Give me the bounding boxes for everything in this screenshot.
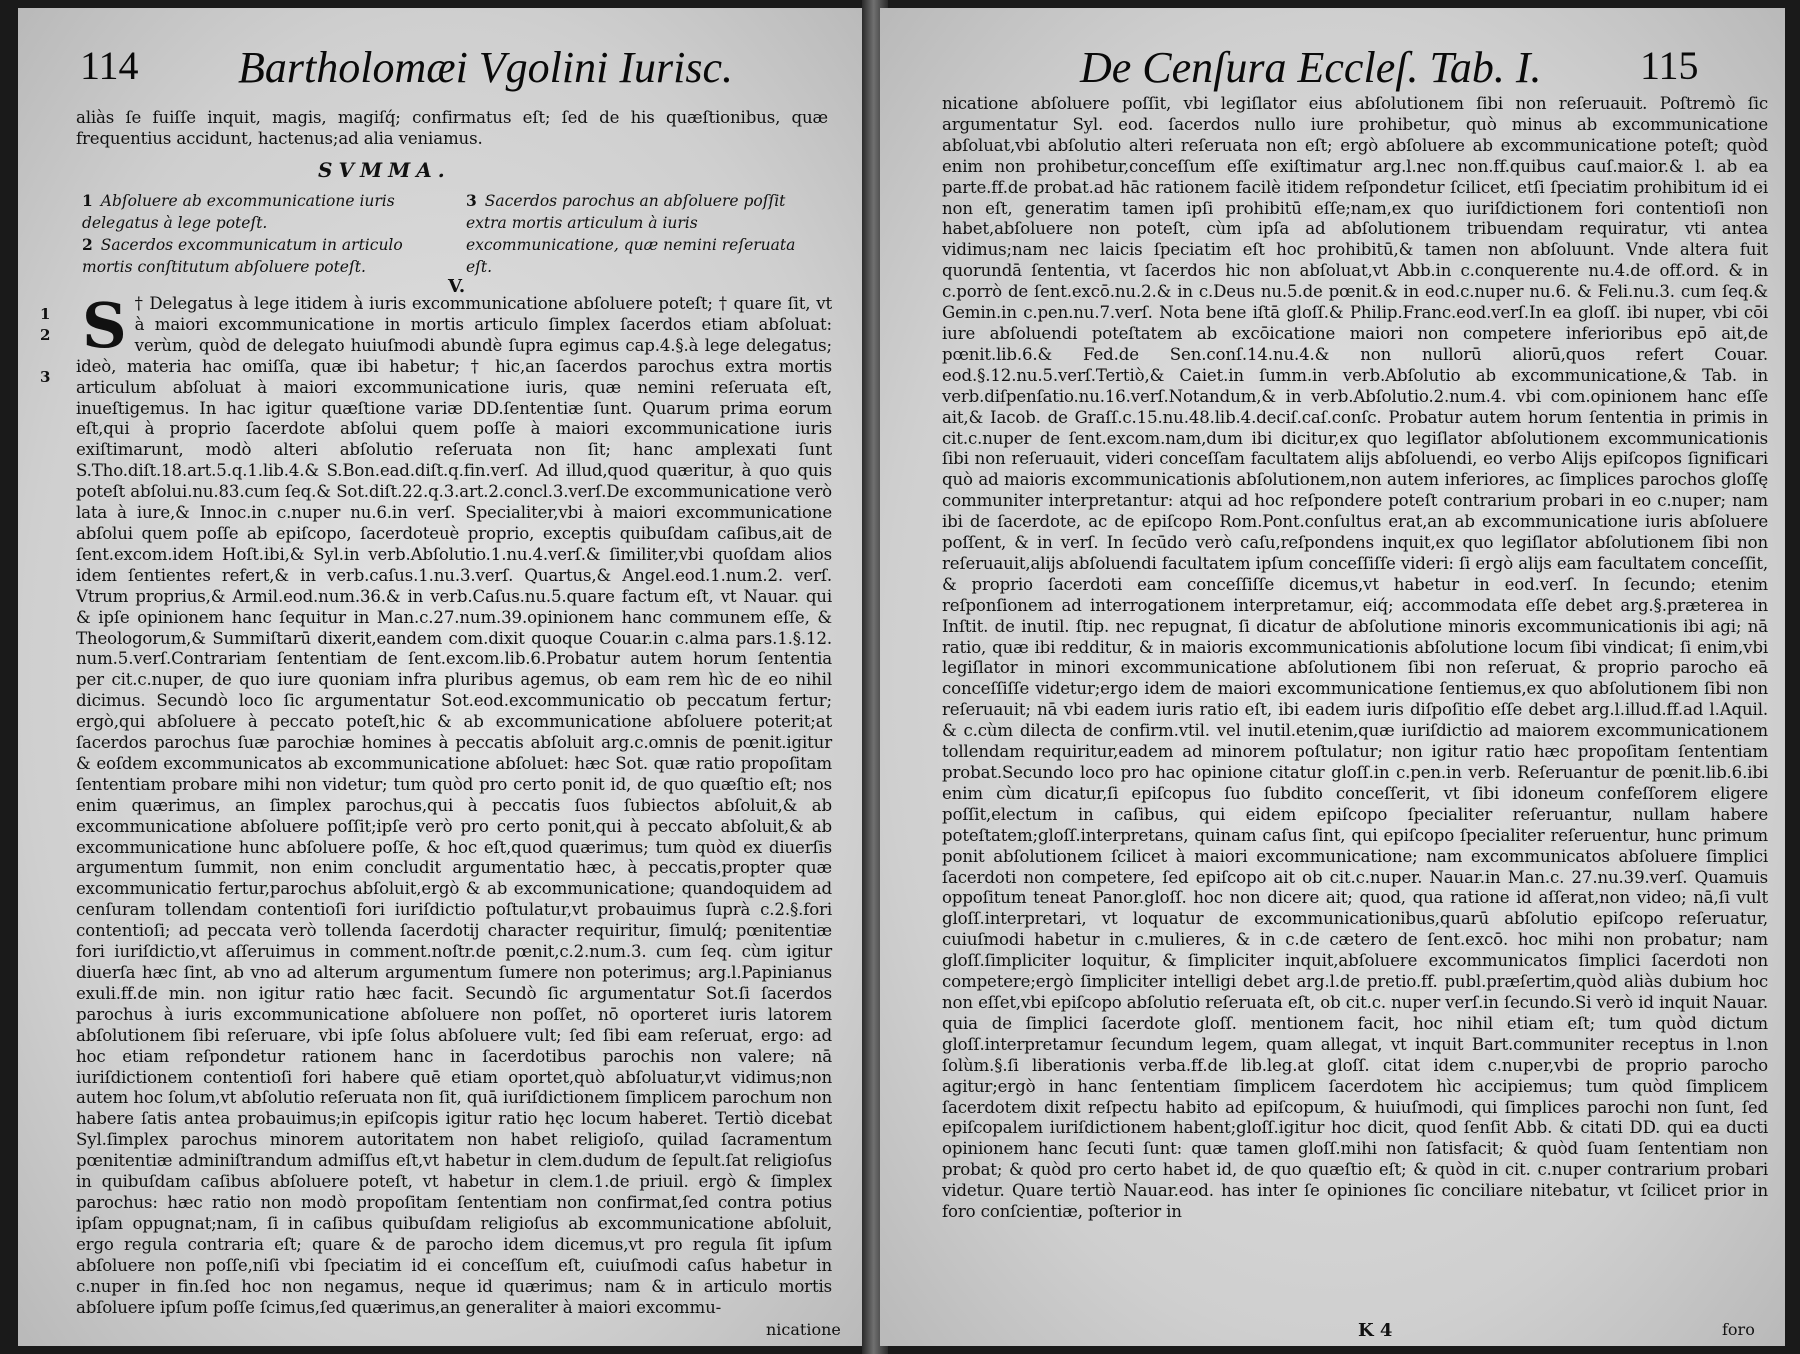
- page-number: 115: [1640, 43, 1699, 88]
- summary-item: 2 Sacerdos excommunicatum in articulo mortis conſtitutum abſoluere poteſt.: [82, 235, 403, 276]
- summary-left-column: [82, 190, 442, 278]
- summary-right-column: [466, 190, 806, 278]
- running-head: Bartholomæi Vgolini Iurisc.: [238, 43, 733, 92]
- summary-item: 3 Sacerdos parochus an abſoluere poſſit extra mortis articulum à iuris excommunicatione, quæ nemini reſeruata eſt.: [466, 191, 796, 276]
- main-paragraph: nicatione abſoluere poſſit, vbi legiſlator eius abſolutionem ſibi non reſeruauit. Poſtremò ſic argumentatur Syl. eod. ſacerdos nullo iure prohibetur, quò minus ab excommunicatione abſoluat,vbi abſolutio alteri reſeruata non eſt; ergò abſoluere ab excommunicatione poteſt; quòd enim non prohibetur,conceſſum eſſe exiſtimatur arg.l.nec non.ff.quibus cauſ.maior.& l. ab ea parte.ff.de probat.ad hāc rationem facilè itidem reſpondetur ſcilicet, etſi ſpeciatim prohibitum id ei non eſt, generatim tamen ipſi prohibitū eſſe;nam,ex quo iuriſdictionem fori contentioſi non habet,abſoluere non poteſt, cùm ipſa ad abſolutionem tribuendam requiratur, vti antea vidimus;nam nec laicis ſpeciatim eſt hoc prohibitū,& tamen non abſoluunt. Vnde altera fuit quorundā ſententia, vt ſacerdos hic non abſoluat,vt Abb.in c.conquerente nu.4.de off.ord. & in c.porrò de ſent.excō.nu.2.& in c.Deus nu.5.de pœnit.& in eod.c.nuper nu.6. & Feli.nu.3. cum ſeq.& Gemin.in c.pen.nu.7.verſ. Nota bene iſtā gloſſ.& Philip.Franc.eod.verſ.In ea gloſſ. ibi nuper, vbi cōi iure abſoluendi poteſtatem ab excōicatione maiori non competere inferioribus epō ait,de pœnit.lib.6.& Fed.de Sen.conſ.14.nu.4.& non nullorū aliorū,quos refert Couar. eod.§.12.nu.5.verſ.Tertiò,& Caiet.in ſumm.in verb.Abſolutio ab excommunicatione,& Tab. in verb.diſpenſatio.nu.16.verſ.Notandum,& in verb.Abſolutio.2.num.4. vbi com.opinionem hanc eſſe ait,& Iacob. de Graſſ.c.15.nu.48.lib.4.deciſ.caſ.conſc. Probatur autem horum ſententia in primis in cit.c.nuper de ſent.excom.nam,dum ibi dicitur,ex quo legiſlator abſolutionem excommunicationis ſibi non reſeruauit, videri conceſſam facultatem alijs abſoluendi, eo verbo Alijs epiſcopos ſignificari quò ad maioris excommunicationis abſolutionem,non autem inferiores, ac ſimplices parochos gloſſę communiter interpretantur: atqui ad hoc reſpondere poteſt contrarium probari in eo c.nuper; nam ibi de ſacerdote, ac de epiſcopo Rom.Pont.conſultus erat,an ab excommunicatione iuris abſoluere poſſent, & in verſ. In ſecūdo verò caſu,reſpondens inquit,ex quo legiſlator abſolutionem ſibi non reſeruauit,alijs abſoluendi facultatem ipſum conceſſiſſe videri: ſi ergò alijs eam facultatem conceſſit, & proprio ſacerdoti eam conceſſiſſe dicemus,vt habetur in eod.verſ. In ſecundo; etenim reſponſionem ad interrogationem interpretamur, eiq́; accommodata eſſe debet arg.§.præterea in Inſtit. de inutil. ſtip. nec repugnat, ſi dicatur de abſolutione minoris excommunicationis ibi agi; nā ratio, quæ ibi redditur, & in maioris excommunicationis abſolutione locum ſibi vindicat; ſi enim,vbi legiſlator in minori excommunicatione abſolutionem ſibi non reſeruat, & proprio parocho eā conceſſiſſe videtur;ergo idem de maiori excommunicatione ſentiemus,ex quo abſolutionem ſibi non reſeruauit; nā vbi eadem iuris ratio eſt, ibi eadem iuris diſpoſitio eſſe debet arg.l.illud.ff.ad l.Aquil. & c.cùm dilecta de confirm.vtil. vel inutil.etenim,quæ iuriſdictio ad maiorem excommunicationem tollendam requiritur,eadem ad minorem poſtulatur; non igitur ratio hæc propoſitam ſententiam probat.Secundo loco pro hac opinione citatur gloſſ.in c.pen.in verb. Reſeruantur de pœnit.lib.6.ibi enim cùm dicatur,ſi epiſcopus ſuo ſubdito conceſſerit, vt ſibi idoneum confeſſorem eligere poſſit,electum in caſibus, qui eidem epiſcopo ſpecialiter reſeruantur, nullam habere poteſtatem;gloſſ.interpretans, quinam caſus ſint, qui epiſcopo ſpecialiter reſeruentur, hunc primum ponit abſolutionem ſcilicet à maiori excommunicatione; nam excommunicatos abſoluere ſimplici ſacerdoti non competere, ſed epiſcopo ait ob cit.c.nuper. Nauar.in Man.c. 27.nu.39.verſ. Quamuis oppoſitum teneat Panor.gloſſ. hoc non dicere ait; quod, qua ratione id aſſerat,non video; nā,ſi vult gloſſ.interpretari, vt loquatur de excommunicationibus,quarū abſolutio epiſcopo reſeruatur, cuiuſmodi habetur in c.mulieres, & in c.de cætero de ſent.excō. hoc mihi non probatur; nam gloſſ.ſimpliciter loquitur, & ſimpliciter inquit,abſoluere excommunicatos ſimplici ſacerdoti non competere;ergò ſimpliciter intelligi debet arg.l.de pretio.ff. publ.præſertim,quòd aliàs dubium hoc non eſſet,vbi epiſcopo abſolutio reſeruata eſt, ob cit.c. nuper verſ.in ſecundo.Si verò id inquit Nauar. quia de ſimplici ſacerdote gloſſ. mentionem facit, hoc nihil etiam eſt; tum quòd dictum gloſſ.interpretamur ſecundum legem, quam allegat, vt inquit Bart.communiter receptus in l.non ſolùm.§.ſi liberationis verba.ff.de lib.leg.at gloſſ. citat idem c.nuper,vbi de proprio parocho agitur;ergò in hanc ſententiam ſimplicem ſacerdotem hìc accipiemus; tum quòd ſimplicem ſacerdotem dixit reſpectu habito ad epiſcopum, & huiuſmodi, qui ſimplices parochi non ſunt, ſed epiſcopalem iuriſdictionem habent;gloſſ.igitur hoc dicit, quod ſenſit Abb. & citati DD. qui ea ducti opinionem hanc ſecuti ſunt: quæ tamen gloſſ.mihi non ſatisfacit; & quòd ſuam ſententiam non probat; & quòd pro certo habet id, de quo quæſtio eſt; & quòd in cit. c.nuper contrarium probari videtur. Quare tertiò Nauar.eod. has inter ſe opiniones ſic conciliare nitebatur, vt ſcilicet prior in foro conſcientiæ, poſterior in: [942, 94, 1768, 1222]
- margin-number: 2: [40, 326, 51, 344]
- summary-item: 1 Abſoluere ab excommunicatione iuris delegatus à lege poteſt.: [82, 191, 395, 232]
- drop-cap: S: [82, 289, 127, 362]
- section-number: V.: [448, 276, 466, 297]
- main-text: [76, 289, 832, 1318]
- summary-heading: SVMMA.: [318, 158, 451, 182]
- running-head: De Cenſura Eccleſ. Tab. I.: [1080, 43, 1542, 92]
- left-page: [18, 8, 879, 1346]
- catchword: nicatione: [766, 1320, 841, 1339]
- margin-number: 3: [40, 368, 51, 386]
- margin-number: 1: [40, 305, 51, 323]
- main-paragraph: † Delegatus à lege itidem à iuris excommunicatione abſoluere poteſt; † quare ſit, vt à maiori excommunicatione in mortis articulo ſimplex ſacerdos etiam abſoluat: verùm, quòd de delegato huiuſmodi abundè ſupra egimus cap.4.§.à lege delegatus; ideò, materia hac omiſſa, quæ ibi habetur; † hic,an ſacerdos parochus extra mortis articulum abſoluat à maiori excommunicatione iuris, quæ nemini reſeruata eſt, inueſtigemus. In hac igitur quæſtione variæ DD.ſententiæ ſunt. Quarum prima eorum eſt,qui à proprio ſacerdote abſolui quem poſſe à maiori excommunicatione iuris exiſtimarunt, modò alteri abſolutio reſeruata non ſit; hanc amplexati ſunt S.Tho.diſt.18.art.5.q.1.lib.4.& S.Bon.ead.diſt.q.fin.verſ. Ad illud,quod quæritur, à quo quis poteſt abſolui.nu.83.cum ſeq.& Sot.diſt.22.q.3.art.2.concl.3.verſ.De excommunicatione verò lata à iure,& Innoc.in c.nuper nu.6.in verſ. Specialiter,vbi à maiori excommunicatione abſolui quem poſſe ab epiſcopo, ſacerdoteuè proprio, exceptis quibuſdam caſibus,ait de ſent.excom.idem Hoſt.ibi,& Syl.in verb.Abſolutio.1.nu.4.verſ.& ſimiliter,vbi quoſdam alios idem ſentientes refert,& in verb.caſus.1.nu.3.verſ. Quartus,& Angel.eod.1.num.2. verſ. Vtrum proprius,& Armil.eod.num.36.& in verb.Caſus.nu.5.quare factum eſt, vt Nauar. qui & ipſe opinionem hanc ſequitur in Man.c.27.num.39.opinionem hanc communem eſſe, & Theologorum,& Summiſtarū dixerit,eandem com.dixit quoque Couar.in c.alma pars.1.§.12. num.5.verſ.Contrariam ſententiam de ſent.excom.lib.6.Probatur autem horum ſententia per cit.c.nuper, de quo iure quoniam infra pluribus agemus, ob eam rem hìc de eo nihil dicimus. Secundò loco ſic argumentatur Sot.eod.excommunicatio ob peccatum fertur; ergò,qui abſoluere à peccato poteſt,hic & ab excommunicatione abſoluere poterit;at ſacerdos parochus ſuæ parochiæ homines à peccatis abſoluit arg.c.omnis de pœnit.igitur & eoſdem excommunicatos ab excommunicatione abſoluet: hæc Sot. quæ ratio propoſitam ſententiam probare mihi non videtur; tum quòd pro certo ponit id, de quo quæſtio eſt; nos enim quærimus, an ſimplex parochus,qui à peccatis ſuos ſubiectos abſoluit,& ab excommunicatione abſoluere poſſit;ipſe verò pro certo ponit,qui à peccato abſoluit,& ab excommunicatione hunc abſoluere poſſe, & hoc eſt,quod quærimus; tum quòd ex diuerſis argumentum ſummit, non enim concludit argumentatio hæc, à peccatis,propter quæ excommunicatio fertur,parochus abſoluit,ergò & ab excommunicatione; quandoquidem ad cenſuram tollendam contentioſi fori iuriſdictio poſtulatur,vt probauimus ſuprà c.2.§.fori contentioſi; ad peccata verò tollenda ſacerdotij character requiritur, ſimulq́; pœnitentiæ fori iuriſdictio,vt aſſeruimus in comment.noſtr.de pœnit,c.2.num.3. cum ſeq. cùm igitur diuerſa hæc ſint, ab vno ad alterum argumentum ſumere non poterimus; arg.l.Papinianus exuli.ff.de min. non igitur ratio hæc facit. Secundò ſic argumentatur Sot.ſi ſacerdos parochus à iuris excommunicatione abſoluere non poſſet, nō oporteret iuris latorem abſolutionem ſibi reſeruare, vbi ipſe ſolus abſoluere vult; ſed ſibi eam reſeruat, ergo: ad hoc etiam reſpondetur rationem hanc in ſacerdotibus parochis non valere; nā iuriſdictionem contentioſi fori habere quē etiam oportet,quò abſoluatur,vt vidimus;non autem hoc ſolum,vt abſolutio reſeruata non ſit, quā iuriſdictionem ſimplicem parochum non habere ſatis antea probauimus;in epiſcopis igitur ratio hęc locum haberet. Tertiò dicebat Syl.ſimplex parochus minorem autoritatem non habet religioſo, quilad ſacramentum pœnitentiæ adminiſtrandum admiſſus eſt,vt habetur in clem.dudum de ſepult.ſat religioſus in quibuſdam caſibus abſoluere poteſt, vt habetur in clem.1.de priuil. ergò & ſimplex parochus: hæc ratio non modò propoſitam ſententiam non confirmat,ſed contra potius ipſam oppugnat;nam, ſi in caſibus quibuſdam religioſus ab excommunicatione abſoluit, ergo regula contraria eſt; quare & de parocho idem dicemus,vt pro regula ſit ipſum abſoluere non poſſe,niſi vbi ſpeciatim id ei conceſſum eſt, cuiuſmodi caſus habetur in c.nuper in fin.ſed hoc non negamus, neque id quærimus; nam & in articulo mortis abſoluere ipſum poſſe ſcimus,ſed quærimus,an generaliter à maiori excommu-: [76, 294, 832, 1317]
- right-page: [880, 8, 1785, 1346]
- catchword: foro: [1722, 1320, 1755, 1339]
- signature-mark: K 4: [1358, 1320, 1393, 1341]
- intro-paragraph: aliàs ſe fuiſſe inquit, magis, magiſq́; confirmatus eſt; ſed de his quæſtionibus, quæ frequentius accidunt, hactenus;ad alia veniamus.: [76, 108, 828, 148]
- page-number: 114: [80, 43, 139, 88]
